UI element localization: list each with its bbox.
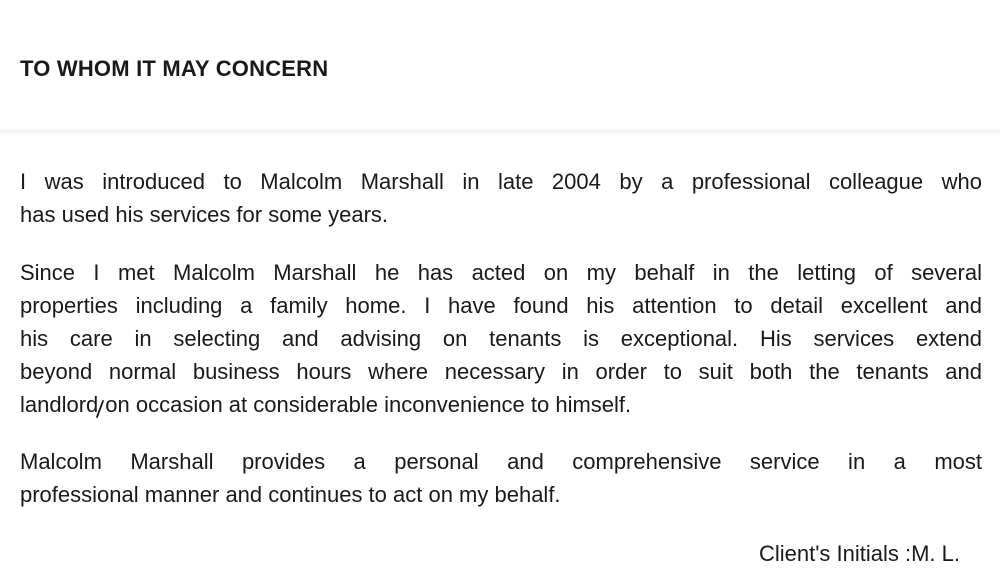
client-initials: Client's Initials :M. L. <box>758 541 960 566</box>
paragraph-line: professional manner and continues to act on my behalf. <box>20 482 561 507</box>
paragraph-line: properties including a family home. I have found his attention to detail excellent and <box>20 293 982 318</box>
paragraph-line: beyond normal business hours where necessary in order to suit both the tenants and <box>20 359 982 384</box>
paragraph-services <box>20 256 982 421</box>
paragraph-introduction <box>20 165 982 231</box>
line-text: on occasion at considerable inconvenience to himself. <box>105 392 632 417</box>
handwritten-comma-mark <box>96 400 104 418</box>
paragraph-line: I was introduced to Malcolm Marshall in late 2004 by a professional colleague who <box>20 169 982 194</box>
scan-fold-shadow <box>0 128 1000 136</box>
paragraph-line: his care in selecting and advising on tenants is exceptional. His services extend <box>20 326 982 351</box>
paragraph-line: Malcolm Marshall provides a personal and comprehensive service in a most <box>20 449 982 474</box>
paragraph-line <box>20 388 982 421</box>
letter-heading: TO WHOM IT MAY CONCERN <box>20 56 329 81</box>
line-text: landlord <box>20 392 99 417</box>
paragraph-line: has used his services for some years. <box>20 202 389 227</box>
paragraph-line: Since I met Malcolm Marshall he has acted on my behalf in the letting of several <box>20 260 982 285</box>
paragraph-summary <box>20 445 982 511</box>
